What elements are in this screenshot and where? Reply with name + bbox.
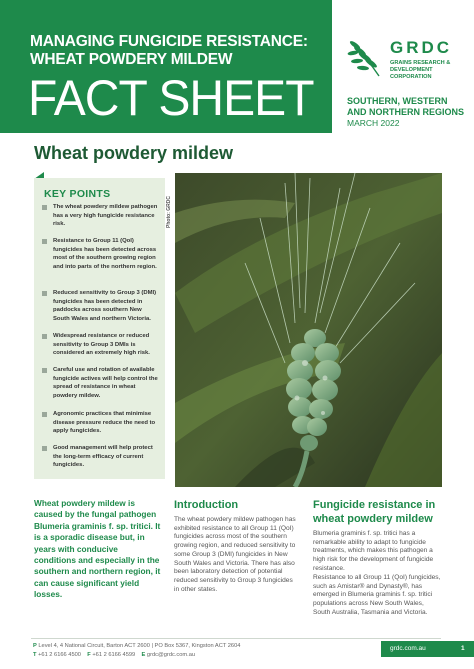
bullet-square-icon bbox=[42, 446, 47, 451]
address-label-p: P bbox=[33, 643, 37, 649]
region-label bbox=[347, 96, 472, 117]
fax-text: +61 2 6166 4599 bbox=[92, 652, 136, 658]
footer-divider bbox=[31, 638, 441, 639]
publication-date: MARCH 2022 bbox=[347, 118, 400, 128]
page-title: Wheat powdery mildew bbox=[34, 143, 234, 163]
wheat-head-illustration bbox=[175, 173, 442, 487]
key-point-item: Good management will help protect the long-term efficacy of current fungicides. bbox=[42, 444, 160, 470]
resistance-heading: Fungicide resistance in wheat powdery mildew bbox=[313, 499, 436, 525]
contact-label-t: T bbox=[33, 652, 37, 658]
kicker-line-1: MANAGING FUNGICIDE RESISTANCE: bbox=[30, 33, 308, 50]
bullet-square-icon bbox=[42, 239, 47, 244]
key-point-item: Careful use and rotation of available fungicide actives will help control the spread of resistance in wheat powdery mildew. bbox=[42, 366, 160, 400]
key-point-item: Agronomic practices that minimise disease pressure reduce the need to apply fungicides. bbox=[42, 410, 160, 436]
grdc-logo bbox=[345, 36, 470, 86]
logo-name: GRDC bbox=[390, 38, 453, 57]
wheat-photo bbox=[175, 173, 442, 487]
key-points-box bbox=[34, 178, 165, 479]
key-point-item: The wheat powdery mildew pathogen has a very high fungicide resistance risk. bbox=[42, 203, 160, 229]
website-link[interactable]: grdc.com.au bbox=[390, 645, 426, 652]
footer-green-bar bbox=[381, 641, 474, 657]
key-point-item: Resistance to Group 11 (QoI) fungicides has been detected across most of the southern growing region and into parts of the northern region. bbox=[42, 237, 160, 271]
wheat-icon bbox=[345, 36, 387, 78]
introduction-heading: Introduction bbox=[174, 499, 239, 511]
intro-lead-paragraph: Wheat powdery mildew is caused by the fungal pathogen Blumeria graminis f. sp. tritici. It is a sporadic disease but, in years with conducive conditions and especially in the southern and northern region, it can cause significant yield losses. bbox=[34, 498, 161, 600]
header-green-panel bbox=[0, 0, 332, 133]
fact-sheet-title: FACT SHEET bbox=[28, 70, 314, 126]
kicker-line-2: WHEAT POWDERY MILDEW bbox=[30, 51, 233, 68]
contact-label-f: F bbox=[87, 652, 91, 658]
contact-label-e: E bbox=[141, 652, 146, 658]
page-number: 1 bbox=[461, 645, 465, 652]
resistance-paragraph-2: Resistance to all Group 11 (QoI) fungicides, such as Amistar® and Dynasty®, has emerged in Blumeria graminis f. sp. tritici populations across New South Wales, South Australia, Tasmania and Victoria. bbox=[313, 574, 441, 616]
address-text: Level 4, 4 National Circuit, Barton ACT 2600 | PO Box 5367, Kingston ACT 2604 bbox=[38, 643, 241, 649]
email-link[interactable]: grdc@grdc.com.au bbox=[146, 652, 196, 658]
bullet-square-icon bbox=[42, 334, 47, 339]
resistance-paragraph-1: Blumeria graminis f. sp. tritici has a remarkable ability to adapt to fungicide treatments, which makes this pathogen a high risk for the development of fungicide resistance. bbox=[313, 530, 434, 572]
footer-address bbox=[33, 643, 240, 649]
key-point-item: Reduced sensitivity to Group 3 (DMI) fungicides has been detected in paddocks across southern New South Wales and northern Victoria. bbox=[42, 289, 160, 323]
bullet-square-icon bbox=[42, 412, 47, 417]
footer-contacts bbox=[33, 652, 195, 658]
bullet-square-icon bbox=[42, 205, 47, 210]
logo-subtitle: GRAINS RESEARCH & DEVELOPMENT CORPORATION bbox=[390, 60, 451, 80]
header-kicker bbox=[30, 33, 308, 69]
photo-credit: Photo: GRDC bbox=[166, 196, 172, 228]
key-points-title: KEY POINTS bbox=[44, 188, 111, 200]
region-line-2: AND NORTHERN REGIONS bbox=[347, 106, 465, 117]
bullet-square-icon bbox=[42, 291, 47, 296]
region-line-1: SOUTHERN, WESTERN bbox=[347, 96, 448, 106]
telephone-text: +61 2 6166 4500 bbox=[38, 652, 81, 658]
bullet-square-icon bbox=[42, 368, 47, 373]
key-point-item: Widespread resistance or reduced sensitivity to Group 3 DMIs is considered an extremely high risk. bbox=[42, 332, 160, 358]
introduction-body: The wheat powdery mildew pathogen has exhibited resistance to all Group 11 (QoI) fungicides across most of the southern growing region, and reduced sensitivity to some Group 3 (DMI) fungicides in New South Wales and Victoria. There has also been laboratory detection of potential reduced sensitivity to Group 3 fungicides in other states. bbox=[174, 516, 296, 593]
header-banner bbox=[0, 0, 474, 133]
